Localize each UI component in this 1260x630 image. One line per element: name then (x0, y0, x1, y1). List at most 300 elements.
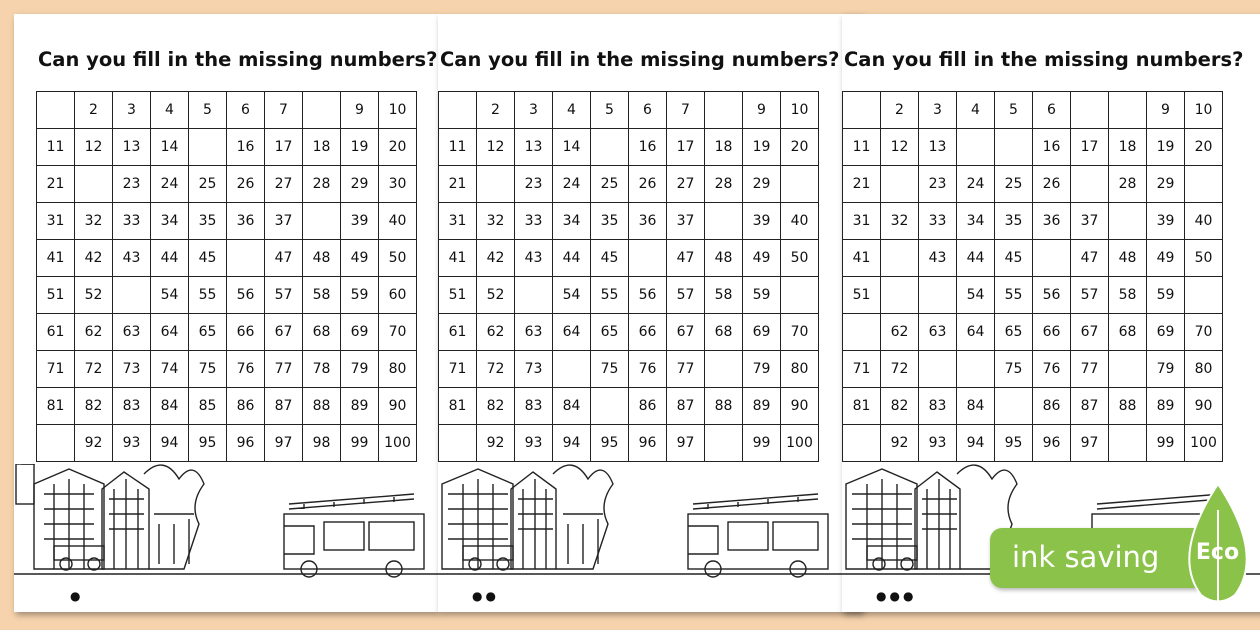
grid-cell-blank (1071, 92, 1109, 129)
grid-cell: 56 (1033, 277, 1071, 314)
grid-row (843, 203, 1223, 240)
grid-cell: 39 (743, 203, 781, 240)
grid-cell: 33 (919, 203, 957, 240)
grid-cell: 18 (1109, 129, 1147, 166)
grid-cell: 19 (743, 129, 781, 166)
grid-cell: 73 (113, 351, 151, 388)
grid-cell: 6 (1033, 92, 1071, 129)
grid-row (37, 240, 417, 277)
grid-cell: 94 (957, 425, 995, 462)
grid-cell: 42 (75, 240, 113, 277)
grid-cell-blank (591, 129, 629, 166)
grid-cell: 43 (515, 240, 553, 277)
grid-cell: 21 (843, 166, 881, 203)
grid-row (37, 166, 417, 203)
grid-cell-blank (705, 425, 743, 462)
grid-cell: 82 (881, 388, 919, 425)
grid-row (439, 351, 819, 388)
grid-cell: 71 (37, 351, 75, 388)
grid-cell: 5 (189, 92, 227, 129)
grid-cell-blank (1185, 277, 1223, 314)
grid-cell: 18 (705, 129, 743, 166)
grid-cell-blank (515, 277, 553, 314)
grid-cell: 62 (75, 314, 113, 351)
grid-cell: 66 (1033, 314, 1071, 351)
grid-cell: 89 (1147, 388, 1185, 425)
grid-cell: 3 (113, 92, 151, 129)
grid-cell: 36 (1033, 203, 1071, 240)
grid-cell: 57 (265, 277, 303, 314)
grid-cell-blank (705, 92, 743, 129)
grid-cell: 64 (151, 314, 189, 351)
grid-cell: 67 (667, 314, 705, 351)
grid-row (439, 240, 819, 277)
grid-cell: 100 (781, 425, 819, 462)
grid-cell: 26 (629, 166, 667, 203)
grid-cell: 37 (265, 203, 303, 240)
grid-cell: 48 (705, 240, 743, 277)
grid-cell-blank (995, 388, 1033, 425)
grid-cell: 52 (75, 277, 113, 314)
grid-cell: 64 (553, 314, 591, 351)
grid-cell: 68 (705, 314, 743, 351)
grid-cell: 14 (553, 129, 591, 166)
grid-cell: 64 (957, 314, 995, 351)
grid-row (37, 351, 417, 388)
grid-cell: 55 (995, 277, 1033, 314)
grid-cell: 72 (881, 351, 919, 388)
grid-cell: 48 (1109, 240, 1147, 277)
grid-cell: 87 (667, 388, 705, 425)
grid-cell: 40 (1185, 203, 1223, 240)
badge-text: ink saving (1012, 540, 1160, 574)
grid-cell: 92 (881, 425, 919, 462)
grid-row (439, 388, 819, 425)
grid-cell: 33 (113, 203, 151, 240)
grid-cell: 4 (957, 92, 995, 129)
grid-cell-blank (477, 166, 515, 203)
grid-cell: 17 (667, 129, 705, 166)
grid-cell: 75 (591, 351, 629, 388)
grid-cell: 49 (1147, 240, 1185, 277)
grid-cell: 12 (477, 129, 515, 166)
grid-cell: 60 (379, 277, 417, 314)
grid-cell: 89 (341, 388, 379, 425)
grid-cell: 99 (1147, 425, 1185, 462)
grid-cell-blank (37, 425, 75, 462)
grid-cell: 76 (1033, 351, 1071, 388)
grid-cell: 43 (113, 240, 151, 277)
grid-cell: 27 (667, 166, 705, 203)
grid-row (843, 240, 1223, 277)
grid-cell: 63 (919, 314, 957, 351)
grid-cell: 49 (743, 240, 781, 277)
grid-cell: 57 (667, 277, 705, 314)
grid-cell-blank (995, 129, 1033, 166)
grid-cell: 40 (379, 203, 417, 240)
grid-cell: 99 (743, 425, 781, 462)
grid-cell: 50 (1185, 240, 1223, 277)
grid-cell: 67 (1071, 314, 1109, 351)
grid-cell: 95 (591, 425, 629, 462)
worksheet-title: Can you fill in the missing numbers? (440, 48, 840, 71)
grid-cell: 54 (957, 277, 995, 314)
grid-cell: 94 (553, 425, 591, 462)
grid-cell: 52 (477, 277, 515, 314)
grid-cell-blank (1185, 166, 1223, 203)
grid-cell: 81 (37, 388, 75, 425)
grid-cell: 25 (591, 166, 629, 203)
grid-cell-blank (1109, 92, 1147, 129)
grid-cell: 6 (629, 92, 667, 129)
grid-cell: 77 (667, 351, 705, 388)
grid-row (439, 277, 819, 314)
grid-cell: 44 (957, 240, 995, 277)
grid-cell: 65 (591, 314, 629, 351)
grid-cell: 4 (553, 92, 591, 129)
grid-cell: 83 (919, 388, 957, 425)
grid-cell: 36 (227, 203, 265, 240)
grid-cell-blank (303, 92, 341, 129)
hundred-square-grid (438, 91, 819, 462)
grid-cell: 62 (881, 314, 919, 351)
grid-cell: 30 (379, 166, 417, 203)
grid-cell-blank (1109, 351, 1147, 388)
grid-row (843, 388, 1223, 425)
grid-cell: 63 (515, 314, 553, 351)
grid-cell: 72 (477, 351, 515, 388)
grid-cell: 97 (265, 425, 303, 462)
grid-cell: 77 (1071, 351, 1109, 388)
grid-cell: 10 (379, 92, 417, 129)
grid-cell-blank (957, 129, 995, 166)
grid-cell: 89 (743, 388, 781, 425)
worksheet-2 (438, 14, 862, 612)
grid-cell: 3 (515, 92, 553, 129)
grid-cell: 66 (629, 314, 667, 351)
grid-cell: 85 (189, 388, 227, 425)
grid-cell: 96 (629, 425, 667, 462)
grid-cell-blank (1033, 240, 1071, 277)
grid-cell: 32 (75, 203, 113, 240)
grid-cell: 87 (1071, 388, 1109, 425)
grid-cell: 28 (303, 166, 341, 203)
grid-cell-blank (629, 240, 667, 277)
grid-cell: 66 (227, 314, 265, 351)
grid-cell: 11 (37, 129, 75, 166)
grid-cell: 74 (151, 351, 189, 388)
grid-cell-blank (919, 351, 957, 388)
grid-cell-blank (439, 92, 477, 129)
grid-cell: 81 (439, 388, 477, 425)
grid-cell: 16 (227, 129, 265, 166)
grid-cell: 29 (341, 166, 379, 203)
grid-cell: 26 (1033, 166, 1071, 203)
grid-cell: 32 (477, 203, 515, 240)
grid-cell: 37 (1071, 203, 1109, 240)
grid-cell: 19 (1147, 129, 1185, 166)
grid-cell-blank (37, 92, 75, 129)
grid-cell-blank (843, 92, 881, 129)
grid-cell: 69 (341, 314, 379, 351)
grid-cell-blank (957, 351, 995, 388)
grid-cell: 57 (1071, 277, 1109, 314)
grid-row (843, 314, 1223, 351)
grid-cell: 82 (75, 388, 113, 425)
grid-cell: 31 (843, 203, 881, 240)
hundred-square-grid (842, 91, 1223, 462)
grid-cell-blank (75, 166, 113, 203)
grid-cell-blank (1109, 425, 1147, 462)
grid-cell-blank (705, 351, 743, 388)
grid-cell-blank (919, 277, 957, 314)
grid-cell: 41 (843, 240, 881, 277)
grid-cell: 45 (591, 240, 629, 277)
grid-cell: 41 (37, 240, 75, 277)
grid-cell: 54 (553, 277, 591, 314)
grid-cell: 31 (37, 203, 75, 240)
grid-cell: 31 (439, 203, 477, 240)
grid-row (843, 425, 1223, 462)
grid-cell: 5 (591, 92, 629, 129)
grid-cell: 39 (1147, 203, 1185, 240)
grid-cell: 79 (743, 351, 781, 388)
grid-cell: 71 (843, 351, 881, 388)
grid-cell-blank (881, 277, 919, 314)
grid-cell: 41 (439, 240, 477, 277)
grid-cell: 70 (781, 314, 819, 351)
grid-cell: 35 (189, 203, 227, 240)
grid-cell-blank (189, 129, 227, 166)
grid-cell: 65 (995, 314, 1033, 351)
town-fire-illustration (438, 464, 862, 579)
grid-row (37, 314, 417, 351)
grid-cell: 2 (75, 92, 113, 129)
grid-cell: 21 (37, 166, 75, 203)
grid-cell: 55 (189, 277, 227, 314)
grid-cell: 13 (919, 129, 957, 166)
grid-cell: 9 (743, 92, 781, 129)
grid-cell: 23 (919, 166, 957, 203)
grid-cell: 70 (1185, 314, 1223, 351)
grid-cell: 47 (265, 240, 303, 277)
grid-cell: 28 (705, 166, 743, 203)
grid-cell-blank (781, 277, 819, 314)
grid-cell-blank (705, 203, 743, 240)
grid-cell: 96 (227, 425, 265, 462)
grid-cell: 86 (629, 388, 667, 425)
grid-row (37, 425, 417, 462)
grid-cell: 26 (227, 166, 265, 203)
grid-cell: 36 (629, 203, 667, 240)
grid-cell: 69 (1147, 314, 1185, 351)
grid-cell: 12 (75, 129, 113, 166)
grid-row (37, 92, 417, 129)
grid-cell: 58 (303, 277, 341, 314)
grid-cell-blank (843, 425, 881, 462)
grid-cell: 88 (1109, 388, 1147, 425)
grid-cell-blank (227, 240, 265, 277)
grid-cell: 39 (341, 203, 379, 240)
grid-cell: 94 (151, 425, 189, 462)
grid-cell: 71 (439, 351, 477, 388)
grid-cell: 68 (303, 314, 341, 351)
grid-cell: 24 (151, 166, 189, 203)
grid-cell: 29 (743, 166, 781, 203)
grid-cell: 86 (227, 388, 265, 425)
grid-cell: 13 (113, 129, 151, 166)
grid-cell: 79 (341, 351, 379, 388)
grid-row (439, 314, 819, 351)
difficulty-dots: ●● (472, 589, 499, 603)
grid-cell: 90 (781, 388, 819, 425)
badge-eco-label: Eco (1195, 540, 1240, 565)
grid-cell: 87 (265, 388, 303, 425)
grid-cell: 65 (189, 314, 227, 351)
grid-cell: 50 (379, 240, 417, 277)
grid-cell: 70 (379, 314, 417, 351)
grid-cell: 88 (303, 388, 341, 425)
grid-cell: 75 (189, 351, 227, 388)
grid-cell: 97 (1071, 425, 1109, 462)
grid-row (843, 129, 1223, 166)
grid-cell: 100 (1185, 425, 1223, 462)
town-fire-illustration (14, 464, 438, 579)
grid-cell: 84 (957, 388, 995, 425)
grid-cell: 54 (151, 277, 189, 314)
grid-cell: 98 (303, 425, 341, 462)
grid-cell: 72 (75, 351, 113, 388)
grid-cell: 95 (995, 425, 1033, 462)
grid-cell: 7 (667, 92, 705, 129)
grid-cell: 23 (113, 166, 151, 203)
grid-cell: 76 (227, 351, 265, 388)
grid-cell: 43 (919, 240, 957, 277)
grid-row (37, 277, 417, 314)
grid-cell: 92 (477, 425, 515, 462)
grid-row (439, 129, 819, 166)
grid-cell: 92 (75, 425, 113, 462)
grid-cell: 4 (151, 92, 189, 129)
grid-cell-blank (1109, 203, 1147, 240)
grid-cell-blank (843, 314, 881, 351)
grid-cell: 51 (37, 277, 75, 314)
grid-cell: 35 (591, 203, 629, 240)
grid-cell: 95 (189, 425, 227, 462)
grid-row (439, 203, 819, 240)
grid-cell: 37 (667, 203, 705, 240)
grid-row (439, 425, 819, 462)
grid-cell: 63 (113, 314, 151, 351)
grid-cell: 3 (919, 92, 957, 129)
grid-cell: 75 (995, 351, 1033, 388)
grid-row (843, 92, 1223, 129)
grid-cell: 83 (113, 388, 151, 425)
grid-cell: 90 (1185, 388, 1223, 425)
grid-cell-blank (113, 277, 151, 314)
grid-cell: 76 (629, 351, 667, 388)
grid-cell: 59 (743, 277, 781, 314)
grid-cell: 27 (265, 166, 303, 203)
grid-cell: 80 (1185, 351, 1223, 388)
grid-cell: 42 (477, 240, 515, 277)
grid-row (37, 388, 417, 425)
grid-cell-blank (303, 203, 341, 240)
grid-cell-blank (553, 351, 591, 388)
grid-cell: 20 (379, 129, 417, 166)
grid-cell: 56 (629, 277, 667, 314)
grid-cell: 13 (515, 129, 553, 166)
grid-cell: 69 (743, 314, 781, 351)
grid-cell: 93 (113, 425, 151, 462)
grid-cell-blank (439, 425, 477, 462)
grid-cell: 34 (553, 203, 591, 240)
grid-row (843, 277, 1223, 314)
grid-row (439, 92, 819, 129)
grid-cell: 17 (1071, 129, 1109, 166)
grid-cell: 93 (515, 425, 553, 462)
grid-cell: 84 (151, 388, 189, 425)
hundred-square-grid (36, 91, 417, 462)
grid-cell-blank (1071, 166, 1109, 203)
grid-cell: 67 (265, 314, 303, 351)
grid-cell: 24 (553, 166, 591, 203)
grid-cell: 12 (881, 129, 919, 166)
grid-cell: 49 (341, 240, 379, 277)
grid-cell: 47 (667, 240, 705, 277)
grid-cell: 11 (843, 129, 881, 166)
grid-cell: 82 (477, 388, 515, 425)
grid-cell: 96 (1033, 425, 1071, 462)
grid-cell: 2 (881, 92, 919, 129)
grid-cell: 58 (1109, 277, 1147, 314)
difficulty-dots: ● (70, 589, 84, 603)
grid-cell: 68 (1109, 314, 1147, 351)
grid-cell: 40 (781, 203, 819, 240)
grid-cell: 25 (995, 166, 1033, 203)
grid-cell: 34 (151, 203, 189, 240)
worksheet-title: Can you fill in the missing numbers? (38, 48, 438, 71)
ink-saving-eco-badge (990, 480, 1260, 590)
grid-cell: 100 (379, 425, 417, 462)
grid-row (843, 351, 1223, 388)
grid-cell: 51 (439, 277, 477, 314)
grid-cell: 11 (439, 129, 477, 166)
grid-cell: 6 (227, 92, 265, 129)
worksheet-title: Can you fill in the missing numbers? (844, 48, 1244, 71)
grid-cell: 20 (781, 129, 819, 166)
grid-cell: 55 (591, 277, 629, 314)
grid-cell: 20 (1185, 129, 1223, 166)
grid-cell: 59 (341, 277, 379, 314)
grid-cell: 14 (151, 129, 189, 166)
grid-cell: 80 (781, 351, 819, 388)
grid-cell: 25 (189, 166, 227, 203)
grid-cell-blank (881, 240, 919, 277)
grid-cell: 23 (515, 166, 553, 203)
grid-cell: 32 (881, 203, 919, 240)
grid-cell: 86 (1033, 388, 1071, 425)
grid-row (37, 203, 417, 240)
grid-cell: 50 (781, 240, 819, 277)
grid-cell: 47 (1071, 240, 1109, 277)
grid-cell: 10 (781, 92, 819, 129)
grid-cell: 56 (227, 277, 265, 314)
grid-cell: 77 (265, 351, 303, 388)
grid-cell: 62 (477, 314, 515, 351)
grid-cell: 44 (151, 240, 189, 277)
grid-cell: 79 (1147, 351, 1185, 388)
